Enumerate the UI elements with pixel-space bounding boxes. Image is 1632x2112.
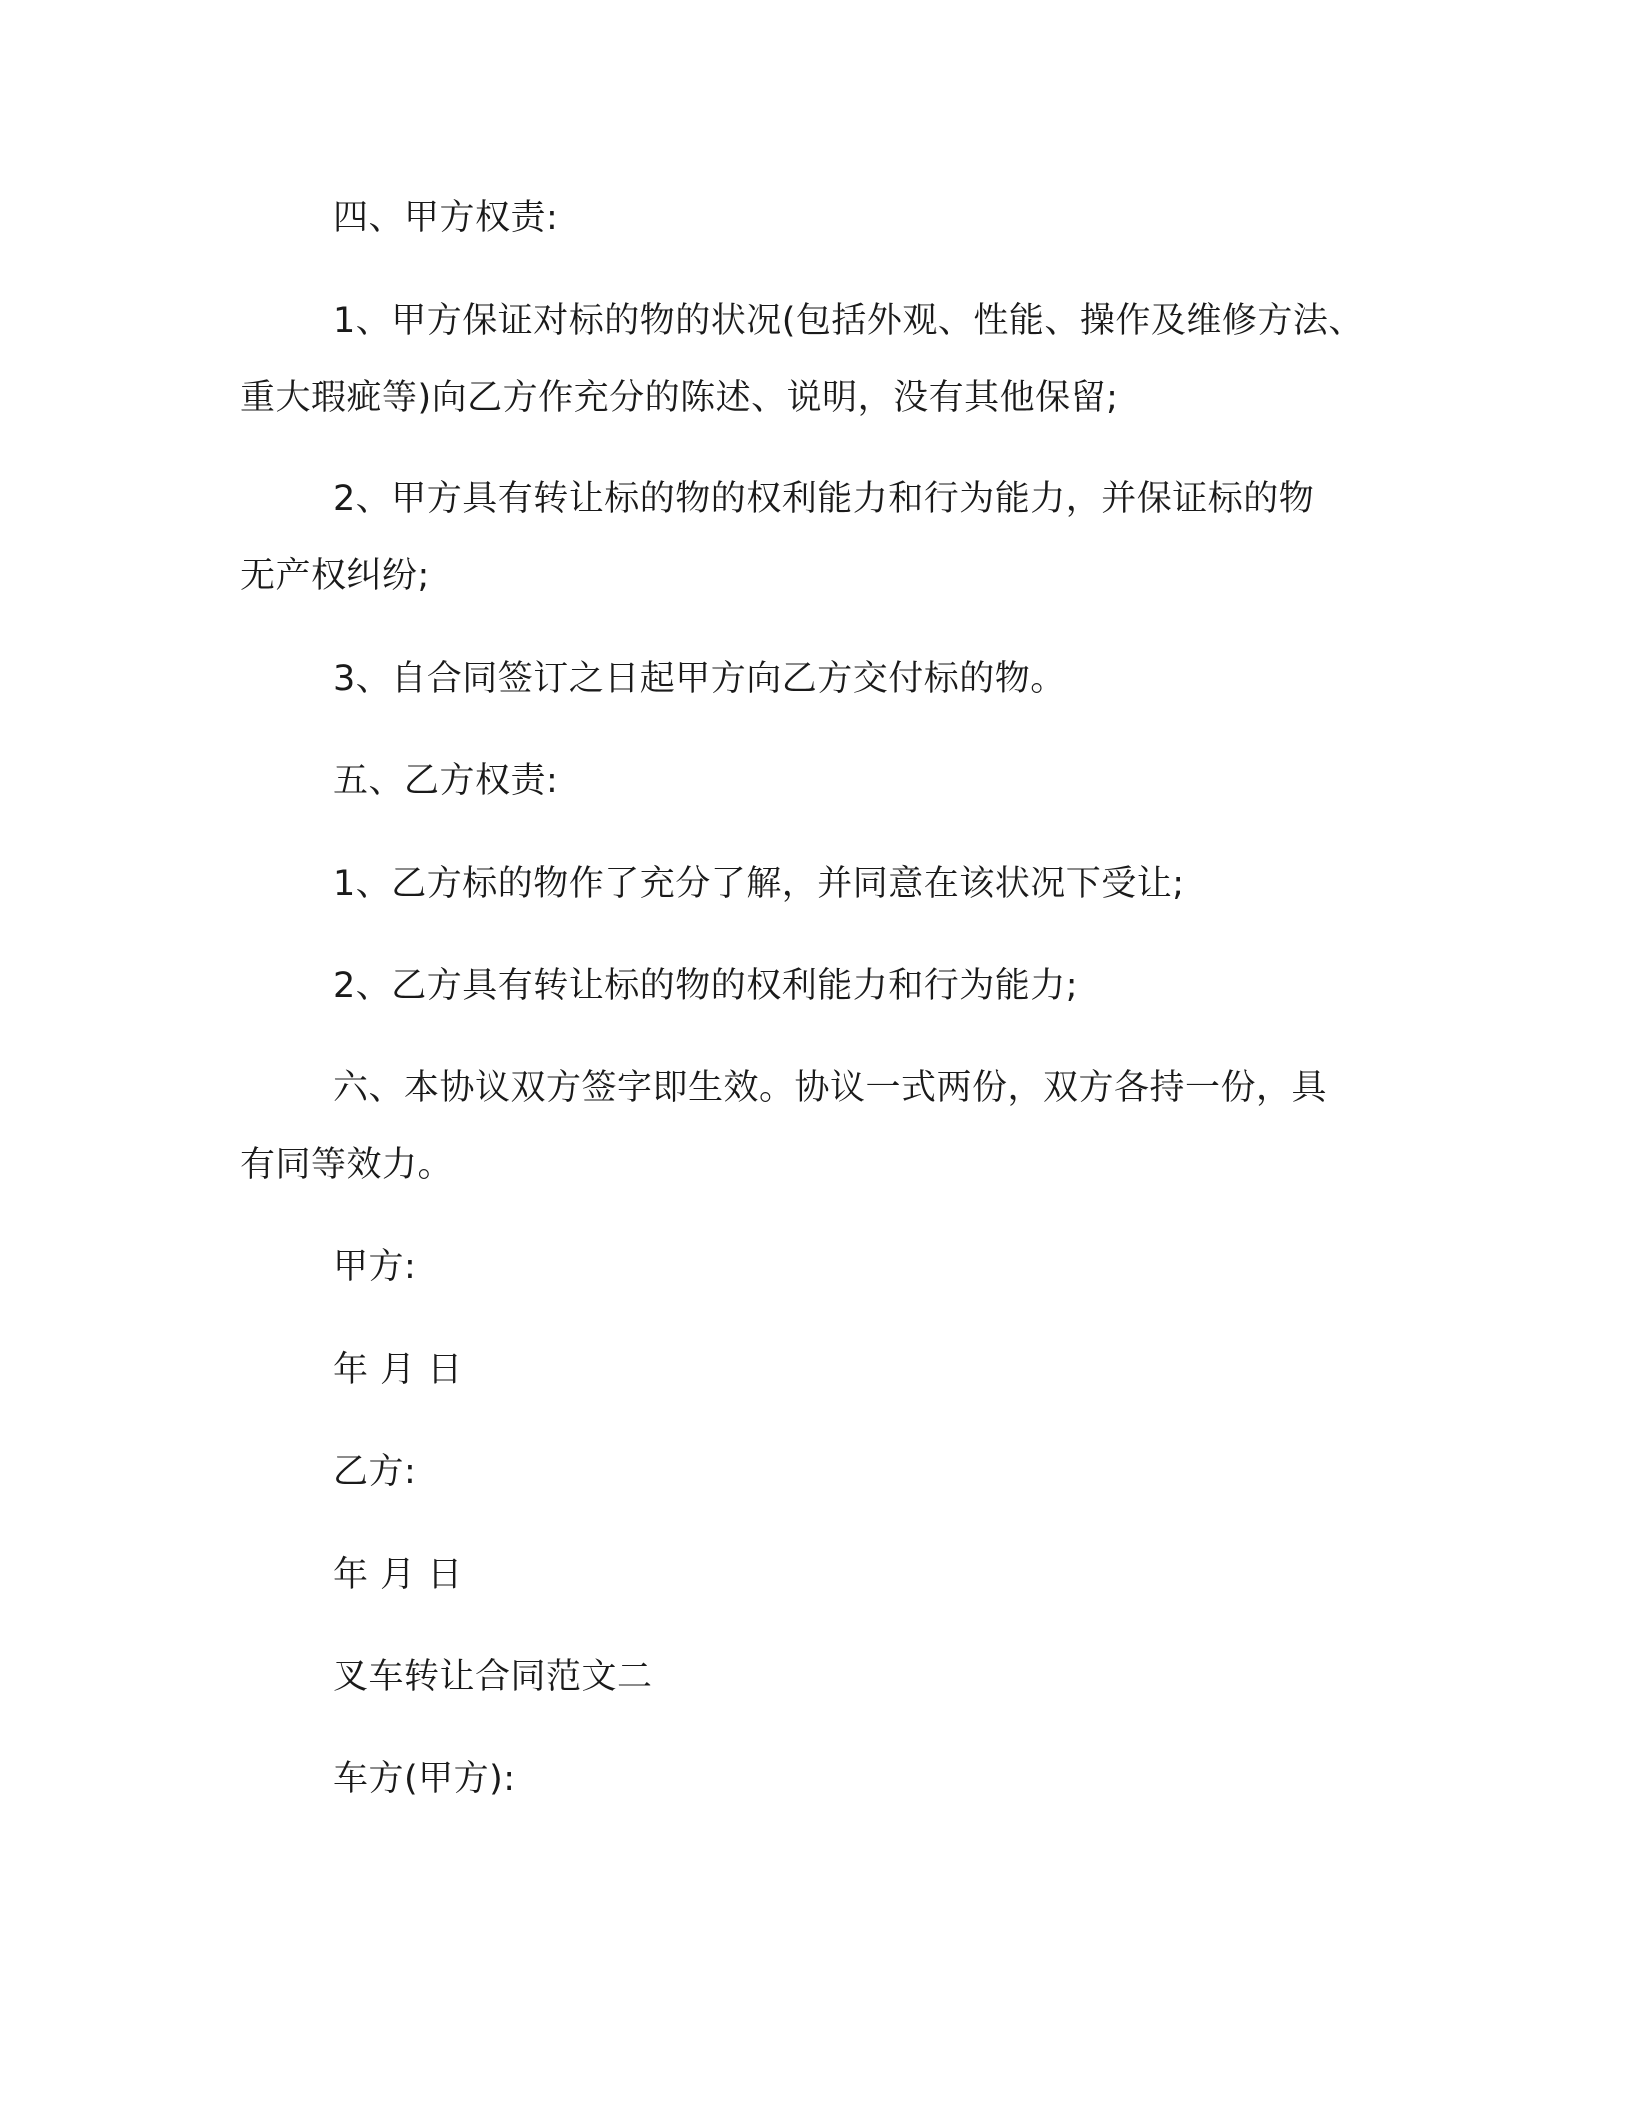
- clause-4-3: 3、自合同签订之日起甲方向乙方交付标的物。: [333, 659, 1066, 699]
- clause-4-1-line-1: 1、甲方保证对标的物的状况(包括外观、性能、操作及维修方法、: [333, 301, 1364, 341]
- clause-4-2-line-1: 2、甲方具有转让标的物的权利能力和行为能力，并保证标的物: [333, 479, 1315, 519]
- clause-4-2-line-2: 无产权纠纷;: [240, 556, 430, 596]
- section-heading-party-b-duties: 五、乙方权责:: [333, 761, 559, 801]
- next-contract-title: 叉车转让合同范文二: [333, 1657, 653, 1697]
- clause-5-2: 2、乙方具有转让标的物的权利能力和行为能力;: [333, 966, 1079, 1006]
- clause-5-1: 1、乙方标的物作了充分了解，并同意在该状况下受让;: [333, 864, 1185, 904]
- party-a-date: 年 月 日: [333, 1350, 463, 1390]
- clause-6-line-1: 六、本协议双方签字即生效。协议一式两份，双方各持一份，具: [333, 1068, 1328, 1108]
- party-b-date: 年 月 日: [333, 1555, 463, 1595]
- clause-6-line-2: 有同等效力。: [240, 1145, 454, 1185]
- party-a-signature-label: 甲方:: [333, 1247, 417, 1287]
- next-contract-party-a-label: 车方(甲方):: [333, 1759, 516, 1799]
- party-b-signature-label: 乙方:: [333, 1452, 417, 1492]
- section-heading-party-a-duties: 四、甲方权责:: [333, 198, 559, 238]
- clause-4-1-line-2: 重大瑕疵等)向乙方作充分的陈述、说明，没有其他保留;: [240, 378, 1119, 418]
